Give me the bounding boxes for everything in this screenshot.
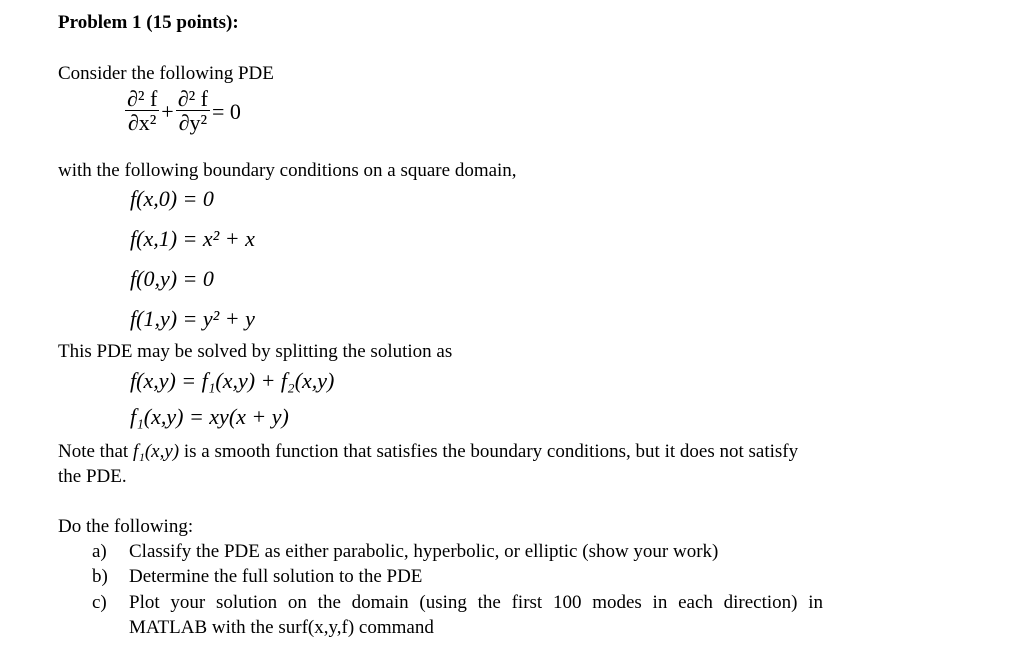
note-line-2: the PDE.: [58, 466, 127, 487]
fraction-d2f-dy2: [176, 88, 210, 135]
split-intro: This PDE may be solved by splitting the solution as: [58, 341, 453, 362]
boundary-condition-3: f(0,y) = 0: [130, 266, 214, 291]
task-a: [92, 541, 719, 563]
split-equation-2: f₁(x,y) = xy(x + y): [130, 404, 289, 429]
bc-intro: with the following boundary conditions on a square domain,: [58, 160, 517, 181]
task-label: b): [92, 566, 108, 587]
pde-equation: [125, 88, 243, 135]
task-label: c): [92, 592, 107, 613]
boundary-condition-2: f(x,1) = x² + x: [130, 226, 255, 251]
note-function: f₁(x,y): [132, 441, 180, 462]
task-label: a): [92, 541, 107, 562]
note-line-1: [58, 441, 798, 463]
split-equation-1: f(x,y) = f₁(x,y) + f₂(x,y): [130, 368, 335, 393]
plus-operator: +: [161, 98, 174, 124]
tasks-intro: Do the following:: [58, 516, 194, 537]
problem-title: Problem 1 (15 points):: [58, 12, 239, 33]
fraction-d2f-dx2: [125, 88, 159, 135]
boundary-condition-1: f(x,0) = 0: [130, 186, 214, 211]
boundary-condition-4: f(1,y) = y² + y: [130, 306, 255, 331]
task-text: Plot your solution on the domain (using the first 100 modes in each direction) in: [129, 592, 824, 613]
pde-intro: Consider the following PDE: [58, 63, 274, 84]
note-suffix: is a smooth function that satisfies the boundary conditions, but it does not satisfy: [179, 441, 799, 462]
note-prefix: Note that: [58, 441, 133, 462]
task-text: Determine the full solution to the PDE: [129, 566, 423, 587]
task-c-line-2: MATLAB with the surf(x,y,f) command: [129, 617, 434, 638]
numerator: ∂² f: [177, 86, 209, 111]
task-b: [92, 566, 423, 588]
denominator: ∂x²: [127, 110, 157, 135]
numerator: ∂² f: [127, 86, 158, 111]
task-c: [92, 592, 824, 614]
denominator: ∂y²: [178, 110, 208, 135]
task-text: Classify the PDE as either parabolic, hyperbolic, or elliptic (show your work): [129, 541, 719, 562]
equals-zero: = 0: [212, 98, 241, 124]
